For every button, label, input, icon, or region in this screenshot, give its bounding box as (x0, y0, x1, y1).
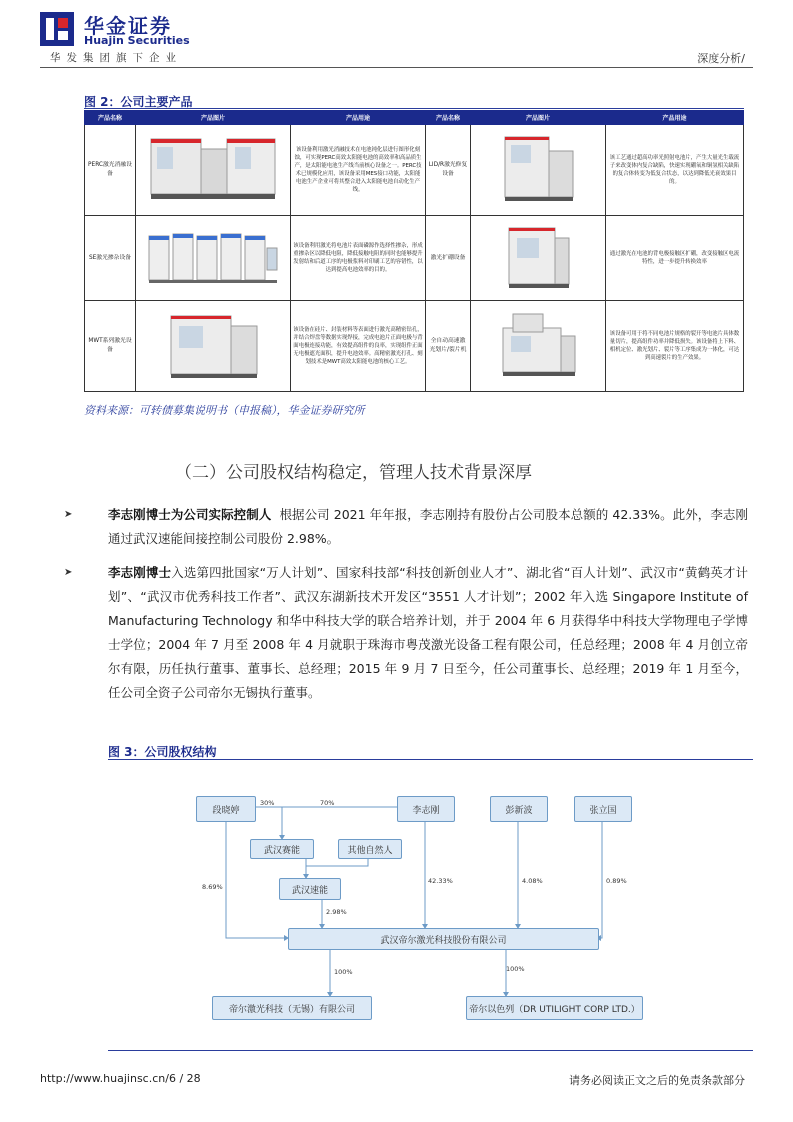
brand-english-name: Huajin Securities (84, 34, 190, 47)
node-wuxi: 帝尔激光科技（无锡）有限公司 (212, 996, 372, 1020)
product-description: 该设备在硅片、封装材料等表面进行激光高精密钻孔，并结合焊盘等数据实现焊接，完成电池片正面电极与背面电极连接功能，有效提高组件的良率，实现组件正面无电极遮光面积，提升电池效率。高精密激光打孔、刻划技术是MWT高效太阳能电池的核心工艺。 (291, 301, 426, 392)
pct-duan-company: 8.69% (202, 883, 223, 891)
pct-suneng-company: 2.98% (326, 908, 347, 916)
figure2-source: 资料来源：可转债募集说明书（申报稿），华金证券研究所 (84, 404, 365, 417)
paragraph-2-lead: 李志刚博士 (108, 565, 172, 580)
node-company: 武汉帝尔激光科技股份有限公司 (288, 928, 599, 950)
pct-company-wuxi: 100% (334, 968, 353, 976)
node-peng: 彭新波 (490, 796, 548, 822)
pct-peng-company: 4.08% (522, 877, 543, 885)
product-name: 激光扩硼设备 (426, 216, 471, 301)
product-name: SE激光掺杂设备 (85, 216, 136, 301)
pct-company-dr: 100% (506, 965, 525, 973)
footer-divider (108, 1050, 753, 1051)
pct-zhang-company: 0.89% (606, 877, 627, 885)
pct-li-company: 42.33% (428, 877, 453, 885)
node-dr: 帝尔以色列（DR UTILIGHT CORP LTD.） (466, 996, 643, 1020)
header-cell: 产品名称 (85, 111, 136, 125)
header-cell: 产品图片 (136, 111, 291, 125)
node-duan: 段晓婷 (196, 796, 256, 822)
header-cell: 产品名称 (426, 111, 471, 125)
arrow-bullet-icon: ➤ (64, 567, 73, 578)
paragraph-1-lead: 李志刚博士为公司实际控制人 (108, 507, 272, 522)
node-others: 其他自然人 (338, 839, 402, 859)
figure2-title: 图 2：公司主要产品 (84, 95, 193, 109)
brand-name: 华金证券 (84, 14, 172, 38)
edge-duan-saineng (256, 807, 282, 839)
product-name: PERC激光消融设备 (85, 125, 136, 216)
header-cell: 产品用途 (606, 111, 744, 125)
product-name: 全自动高速激光划片/裂片机 (426, 301, 471, 392)
product-description: 通过激光在电池的背电极接触区扩硼，改变接触区电流特性，进一步提升转换效率 (606, 216, 744, 301)
pct-duan-saineng: 30% (260, 799, 275, 807)
arrow-bullet-icon: ➤ (64, 509, 73, 520)
node-zhang: 张立国 (574, 796, 632, 822)
product-description: 该工艺通过超高功率光照射电池片，产生大量光生载流子来改变体内复合缺陷，快速实现硼氧和铜氢相关缺陷的复合体转变为低复合状态，以达到降低光衰效果目的。 (606, 125, 744, 216)
header-cell: 产品用途 (291, 111, 426, 125)
figure3-title: 图 3：公司股权结构 (108, 745, 217, 759)
product-description: 该设备利用激光消融技术在电池钝化层进行图形化刻蚀，可实现PERC高效太阳能电池的高效率和高品质生产，是太阳能电池生产线当前核心设备之一。PERC技术已规模化应用，该设备采用MES接口功能，太阳能电池生产企业可将其整合进入太阳能电池自动化生产线。 (291, 125, 426, 216)
paragraph-1-text: 根据公司 2021 年年报，李志刚持有股份占公司股本总额的 42.33%。此外，李志刚通过武汉速能间接控制公司股份 2.98%。 (108, 507, 748, 546)
paragraph-2-text: 入选第四批国家“万人计划”、国家科技部“科技创新创业人才”、湖北省“百人计划”、武汉市“黄鹤英才计划”、“武汉市优秀科技工作者”、武汉东湖新技术开发区“3551 人才计划”；2002 年入选 Singapore Institute of Manufacturing Technology 和华中科技大学的联合培养计划，并于 2004 年 6 月获得华中科技大学物理电子学博士学位；2004 年 7 月至 2008 年 4 月就职于珠海市粤茂激光设备工程有限公司，任总经理；2008 年 4 月创立帝尔有限，历任执行董事、董事长、总经理；2015 年 9 月 7 日至今，任公司董事长、总经理；2019 年 1 月至今，任公司全资子公司帝尔无锡执行董事。 (108, 565, 748, 700)
product-description: 该设备利用激光将电池片表面磷源作选择性掺杂，形成重掺杂区以降低电阻，降低接触电阻的同时也能够提升发射结和后道工序的电极浆料对印刷工艺的容错性，以达到提高电池效率的目的。 (291, 216, 426, 301)
footer-url[interactable]: http://www.huajinsc.cn/6 / 28 (40, 1072, 201, 1085)
node-suneng: 武汉速能 (279, 878, 341, 900)
product-description: 该设备可用于将不同电池片规格的裂开等电池片具体数量切片，提高组件功率并降低损失。该设备将上下料、相机定位、激光划片、裂片等工序集成为一体化，可达到高速裂片的生产效果。 (606, 301, 744, 392)
product-name: LID/R激光修复设备 (426, 125, 471, 216)
edge-zhang-company (597, 820, 602, 938)
section-heading: （二）公司股权结构稳定，管理人技术背景深厚 (175, 463, 532, 483)
report-type: 深度分析/ (697, 52, 745, 65)
node-saineng: 武汉赛能 (250, 839, 314, 859)
edge-saineng-suneng (282, 857, 306, 878)
brand-slogan: 华发集团旗下企业 (50, 52, 182, 64)
product-name: MWT系列激光设备 (85, 301, 136, 392)
node-li: 李志刚 (397, 796, 455, 822)
footer-disclaimer: 请务必阅读正文之后的免责条款部分 (569, 1074, 745, 1087)
header-cell: 产品图片 (471, 111, 606, 125)
pct-li-saineng: 70% (320, 799, 335, 807)
